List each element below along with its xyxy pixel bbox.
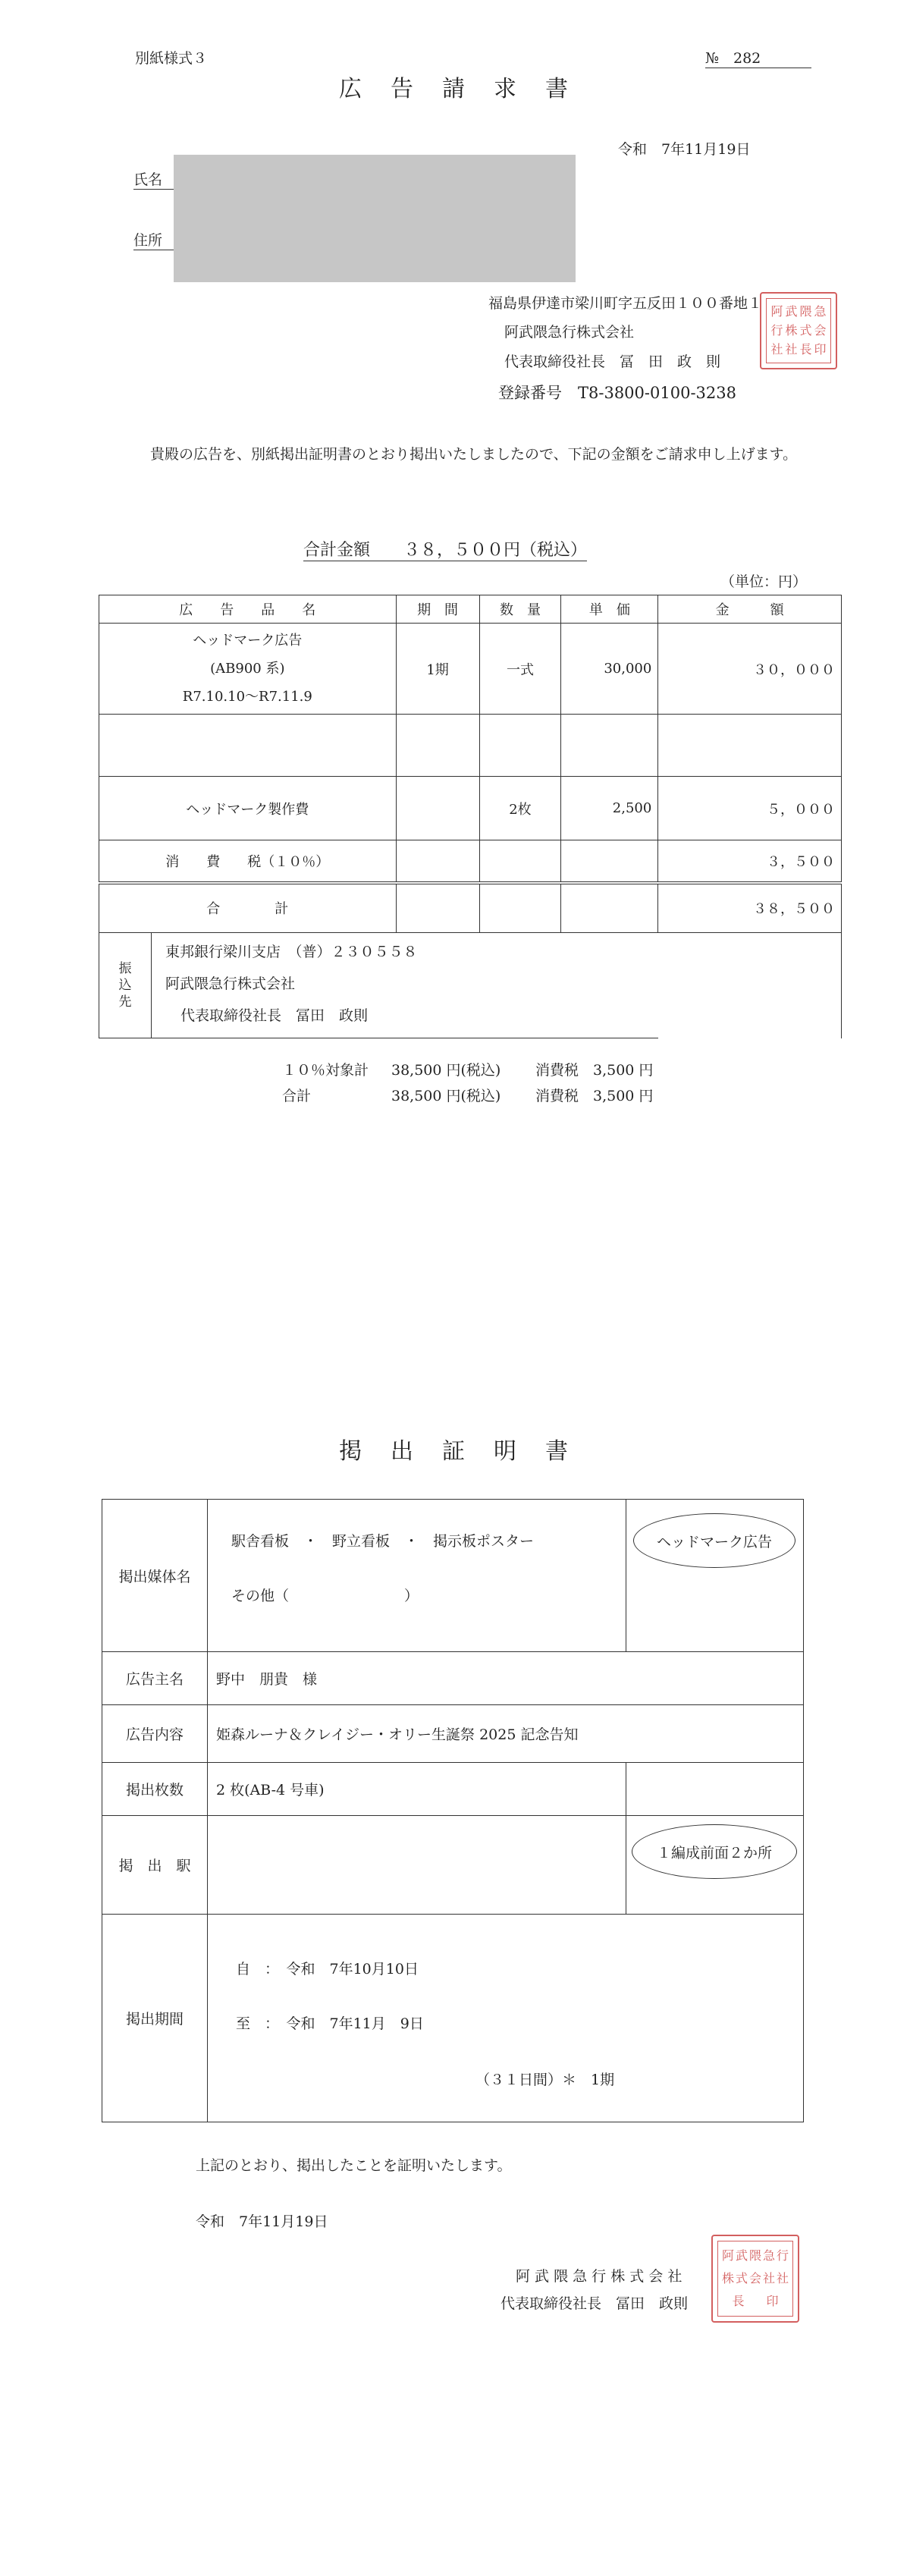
station-circled: １編成前面２か所 <box>632 1824 797 1879</box>
advertiser-label: 広告主名 <box>125 1670 184 1688</box>
bank-line: 阿武隈急行株式会社 <box>165 975 296 992</box>
unit-price-cell: 30,000 <box>561 624 658 715</box>
bank-line: 代表取締役社長 冨田 政則 <box>180 1007 369 1024</box>
media-label: 掲出媒体名 <box>118 1568 191 1585</box>
period-cell <box>396 777 479 840</box>
total-amount-line: 合計金額 ３８，５００円（税込） <box>303 537 587 561</box>
media-other: その他（ ） <box>231 1588 419 1604</box>
invoice-date: 令和 7年11月19日 <box>618 141 751 158</box>
amount-cell <box>658 715 842 777</box>
name-label: 氏名 <box>133 168 174 190</box>
invoice-message: 貴殿の広告を、別紙掲出証明書のとおり掲出いたしましたので、下記の金額をご請求申し上げます。 <box>150 446 798 463</box>
tax-label: 消 費 税（１０％） <box>99 840 397 883</box>
registration-number: 登録番号 T8-3800-0100-3238 <box>498 384 736 402</box>
content-value: 姫森ルーナ＆クレイジー・オリー生誕祭 2025 記念告知 <box>216 1726 579 1743</box>
count-label: 掲出枚数 <box>125 1781 184 1798</box>
quantity-cell: 2枚 <box>479 777 561 840</box>
header-item: 広 告 品 名 <box>99 595 397 624</box>
issuer-representative: 代表取締役社長 冨 田 政 則 <box>504 353 721 370</box>
summary-label: １０％対象計 <box>282 1062 369 1079</box>
item-line: R7.10.10～R7.11.9 <box>182 689 312 705</box>
tax-amount: ３，５００ <box>658 840 842 883</box>
period-cell <box>396 715 479 777</box>
certificate-statement: 上記のとおり、掲出したことを証明いたします。 <box>196 2157 512 2174</box>
header-quantity: 数 量 <box>479 595 561 624</box>
form-label: 別紙様式３ <box>135 50 208 67</box>
certificate-representative: 代表取締役社長 冨田 政則 <box>500 2295 689 2312</box>
header-unit-price: 単 価 <box>561 595 658 624</box>
summary-tax: 消費税 3,500 円 <box>535 1062 654 1079</box>
bank-details <box>152 933 418 1038</box>
media-circled: ヘッドマーク広告 <box>633 1513 795 1568</box>
quantity-cell: 一式 <box>479 624 561 715</box>
content-label: 広告内容 <box>125 1726 184 1743</box>
address-label: 住所 <box>133 229 174 250</box>
header-amount: 金 額 <box>658 595 842 624</box>
bank-cell <box>99 933 658 1038</box>
period-to: 至 ： 令和 7年11月 9日 <box>236 2015 424 2032</box>
amount-cell: ３０，０００ <box>658 624 842 715</box>
summary-amount: 38,500 円(税込) <box>391 1062 501 1079</box>
invoice-table <box>99 595 842 1038</box>
summary-label: 合計 <box>282 1088 312 1104</box>
table-row <box>99 624 842 715</box>
company-seal-stamp <box>711 2235 799 2323</box>
period-cell: 1期 <box>396 624 479 715</box>
sum-row <box>99 883 842 933</box>
certificate-table <box>102 1499 804 2122</box>
seal-inner: 阿 武 隈 急 行 株 式 会 社 社 長 印 <box>766 298 831 363</box>
item-cell <box>99 715 397 777</box>
unit-price-cell: 2,500 <box>561 777 658 840</box>
item-cell: ヘッドマーク製作費 <box>99 777 397 840</box>
invoice-title: 広 告 請 求 書 <box>339 76 571 102</box>
item-line: ヘッドマーク広告 <box>193 633 303 649</box>
certificate-company: 阿 武 隈 急 行 株 式 会 社 <box>516 2268 682 2285</box>
period-days: （３１日間）＊ 1期 <box>475 2072 615 2088</box>
sum-amount: ３８，５００ <box>658 883 842 933</box>
tax-row <box>99 840 842 883</box>
issuer-address: 福島県伊達市梁川町字五反田１００番地１ <box>488 295 763 312</box>
summary-tax: 消費税 3,500 円 <box>535 1088 654 1104</box>
redacted-block <box>174 155 576 282</box>
item-line: (AB900 系) <box>210 661 285 677</box>
company-seal-stamp <box>760 292 837 369</box>
certificate-title: 掲 出 証 明 書 <box>339 1438 571 1465</box>
bank-row <box>99 933 842 1038</box>
amount-cell: ５，０００ <box>658 777 842 840</box>
bank-line: 東邦銀行梁川支店 （普）２３０５５８ <box>165 944 418 960</box>
station-label: 掲 出 駅 <box>118 1857 191 1874</box>
item-cell <box>99 624 397 715</box>
certificate-date: 令和 7年11月19日 <box>196 2213 328 2230</box>
header-period: 期 間 <box>396 595 479 624</box>
document-number: № 282 <box>705 47 811 68</box>
period-label: 掲出期間 <box>125 2010 184 2028</box>
unit-note: （単位：円） <box>720 573 808 590</box>
table-row <box>99 777 842 840</box>
unit-price-cell <box>561 715 658 777</box>
quantity-cell <box>479 715 561 777</box>
summary-amount: 38,500 円(税込) <box>391 1088 501 1104</box>
bank-label: 振 込 先 <box>99 933 152 1038</box>
seal-inner: 阿 武 隈 急 行 株 式 会 社 社 長 印 <box>717 2241 793 2317</box>
table-header-row <box>99 595 842 624</box>
count-value: 2 枚(AB-4 号車) <box>216 1782 325 1798</box>
period-from: 自 ： 令和 7年10月10日 <box>236 1961 419 1978</box>
table-row <box>99 715 842 777</box>
advertiser-value: 野中 朋貴 様 <box>216 1671 318 1688</box>
media-options: 駅舎看板 ・ 野立看板 ・ 掲示板ポスター <box>231 1533 535 1550</box>
issuer-company: 阿武隈急行株式会社 <box>504 324 635 341</box>
sum-label: 合 計 <box>99 883 397 933</box>
